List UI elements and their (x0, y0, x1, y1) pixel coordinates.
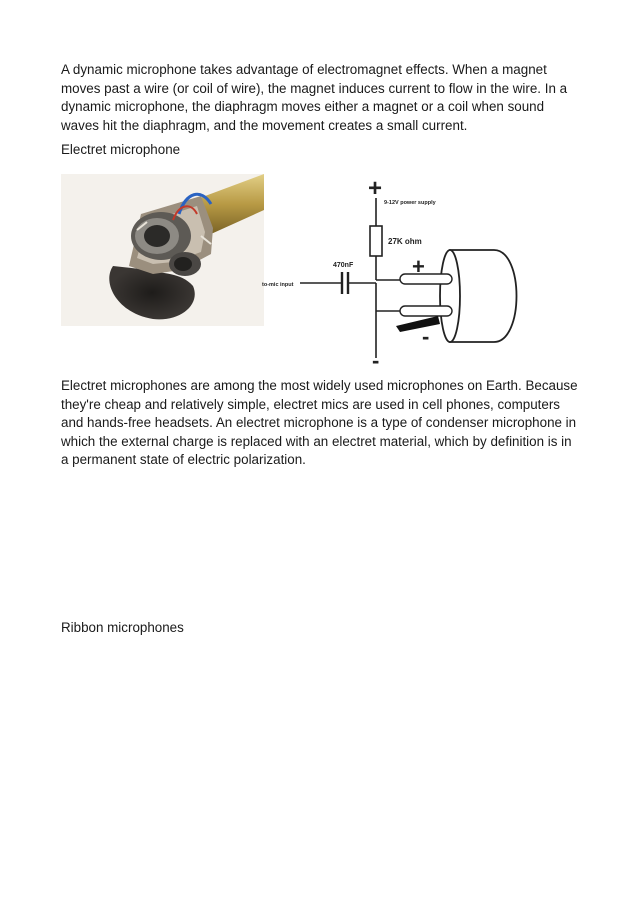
mic-minus-symbol: - (422, 324, 430, 349)
resistor-label: 27K ohm (388, 237, 422, 246)
paragraph-electret-microphone: Electret microphones are among the most widely used microphones on Earth. Because they're cheap and relatively simple, electret mics are used in cell phones, computers and hands-free headsets. An electret microphone is a type of condenser microphone in which the external charge is replaced with an electret material, which by definition is in a permanent state of electric polarization. (61, 378, 578, 468)
input-label: to-mic input (262, 282, 294, 288)
ground-minus-symbol: - (372, 348, 380, 370)
heading-ribbon-microphones: Ribbon microphones (61, 620, 184, 635)
supply-plus-symbol: + (368, 175, 383, 202)
electret-circuit-diagram (262, 174, 528, 370)
paragraph-dynamic-microphone: A dynamic microphone takes advantage of electromagnet effects. When a magnet moves past a wire (or coil of wire), the magnet induces current to flow in the wire. In a dynamic microphone, the diaphragm moves either a magnet or a coil when sound waves hit the diaphragm, and the movement creates a small current. (61, 62, 568, 133)
resistor-symbol (370, 226, 382, 256)
electret-microphone-photo (61, 174, 264, 326)
heading-electret-microphone: Electret microphone (61, 142, 181, 157)
mic-plus-symbol: + (412, 254, 425, 279)
capacitor-label: 470nF (333, 262, 354, 269)
power-supply-label: 9-12V power supply (384, 200, 436, 206)
polarity-arrow (396, 316, 440, 332)
